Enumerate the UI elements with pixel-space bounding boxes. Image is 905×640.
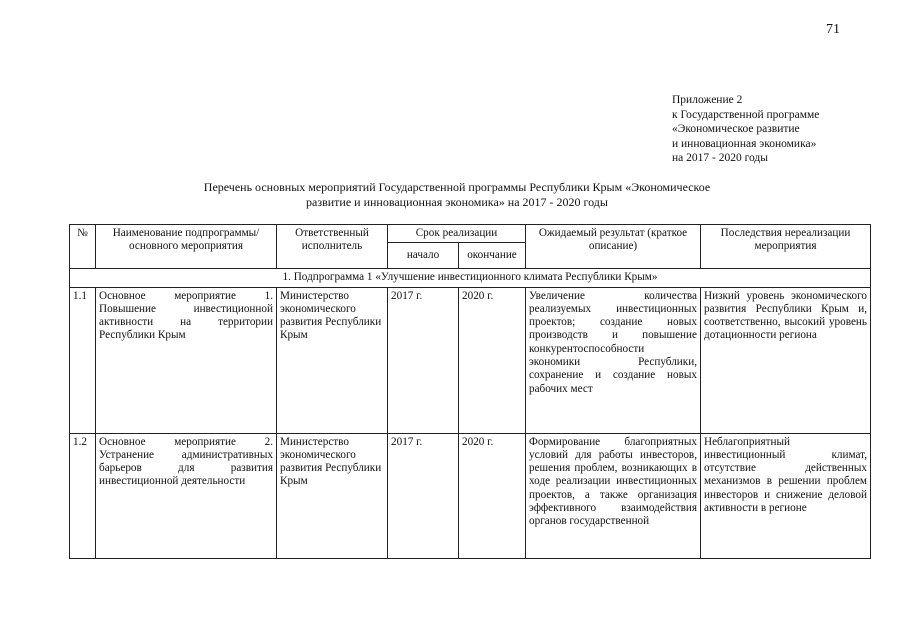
row-result: Увеличение количества реализуемых инвестиционных проектов; создание новых производств и повышение конкурентоспособности экономики Республики, сохранение и создание новых рабочих мест: [526, 287, 701, 433]
table-row: [70, 287, 871, 433]
row-start: 2017 г.: [388, 287, 459, 433]
appendix-line: к Государственной программе: [672, 108, 820, 121]
row-end: 2020 г.: [459, 433, 526, 558]
section-heading: 1. Подпрограмма 1 «Улучшение инвестиционного климата Республики Крым»: [70, 269, 871, 287]
appendix-line: Приложение 2: [672, 94, 743, 106]
title-line: Перечень основных мероприятий Государственной программы Республики Крым «Экономическое: [203, 180, 711, 194]
row-num: 1.2: [70, 433, 96, 558]
header-end: окончание: [459, 243, 526, 269]
header-result: Ожидаемый результат (краткое описание): [526, 225, 701, 269]
appendix-line: и инновационная экономика»: [672, 137, 817, 150]
header-start: начало: [388, 243, 459, 269]
activities-table: [69, 224, 871, 559]
row-end: 2020 г.: [459, 287, 526, 433]
header-executor: Ответственный исполнитель: [277, 225, 388, 269]
header-period: Срок реализации: [388, 225, 526, 243]
table-row: [70, 433, 871, 558]
header-num: №: [70, 225, 96, 269]
row-start: 2017 г.: [388, 433, 459, 558]
row-consequences: Низкий уровень экономического развития Республики Крым и, соответственно, высокий уровень дотационности региона: [701, 287, 871, 433]
row-executor: Министерство экономического развития Республики Крым: [277, 287, 388, 433]
row-name: Основное мероприятие 1. Повышение инвестиционной активности на территории Республики Крым: [96, 287, 277, 433]
title-line: развитие и инновационная экономика» на 2017 - 2020 годы: [306, 195, 608, 209]
row-result: Формирование благоприятных условий для работы инвесторов, решения проблем, возникающих в ходе реализации инвестиционных проектов, а также организация эффективного взаимодействия органов государственной: [526, 433, 701, 558]
header-name: Наименование подпрограммы/основного мероприятия: [96, 225, 277, 269]
header-consequences: Последствия нереализации мероприятия: [701, 225, 871, 269]
row-consequences: Неблагоприятный инвестиционный климат, отсутствие действенных механизмов в решении проблем инвесторов и снижение деловой активности в регионе: [701, 433, 871, 558]
appendix-note: [672, 93, 819, 166]
row-executor: Министерство экономического развития Республики Крым: [277, 433, 388, 558]
page-number: 71: [826, 22, 840, 37]
row-name: Основное мероприятие 2. Устранение административных барьеров для развития инвестиционной деятельности: [96, 433, 277, 558]
appendix-line: «Экономическое развитие: [672, 123, 800, 135]
row-num: 1.1: [70, 287, 96, 433]
appendix-line: на 2017 - 2020 годы: [672, 152, 769, 164]
document-title: [140, 180, 774, 210]
